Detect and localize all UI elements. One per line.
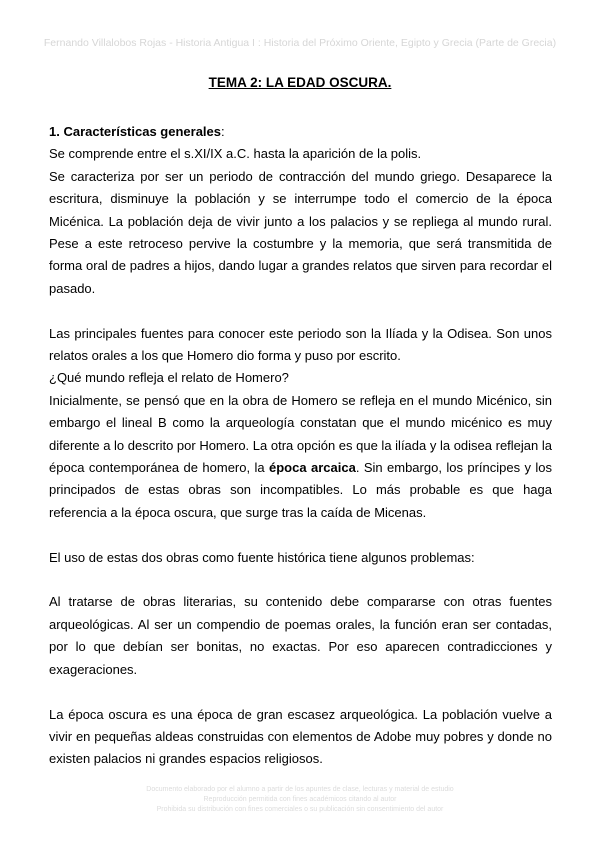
footer-line: Documento elaborado por el alumno a partir de los apuntes de clase, lecturas y material de estudio	[146, 786, 454, 793]
page-title: TEMA 2: LA EDAD OSCURA.	[208, 75, 392, 90]
homer-text-part1: Inicialmente, se pensó que en la obra de Homero se refleja en el mundo Micénico, sin embargo el lineal B como la arqueología constatan que el mundo micénico es muy diferente a lo descrito por Homero. La otra opción es que la ilíada y la odisea reflejan la época contemporánea de homero, la	[49, 392, 552, 476]
paragraph-gap	[49, 569, 552, 591]
paragraph-gap	[49, 681, 552, 703]
section-heading-colon: :	[221, 124, 225, 139]
section-heading: 1. Características generales	[49, 124, 221, 139]
paragraph-homer-world	[49, 390, 552, 524]
paragraph-characteristics: Se caracteriza por ser un periodo de contracción del mundo griego. Desaparece la escritura, disminuye la población y se interrumpe todo el comercio de la época Micénica. La población deja de vivir junto a los palacios y se repliega al mundo rural. Pese a este retroceso pervive la costumbre y la memoria, que será transmitida de forma oral de padres a hijos, dando lugar a grandes relatos que sirven para recordar el pasado.	[49, 168, 552, 296]
page-header: Fernando Villalobos Rojas - Historia Antigua I : Historia del Próximo Oriente, Egipto y Grecia (Parte de Grecia)	[43, 37, 557, 49]
section-heading-line	[49, 121, 552, 143]
paragraph-period: Se comprende entre el s.XI/IX a.C. hasta la aparición de la polis.	[49, 146, 422, 162]
paragraph-archaeology: La época oscura es una época de gran escasez arqueológica. La población vuelve a vivir en pequeñas aldeas construidas con elementos de Adobe muy pobres y donde no existen palacios ni grandes espacios religiosos.	[49, 706, 552, 767]
paragraph-literary-works: Al tratarse de obras literarias, su contenido debe compararse con otras fuentes arqueológicas. Al ser un compendio de poemas orales, la función eran ser contadas, por lo que debían ser bonitas, no exactas. Por eso aparecen contradicciones y exageraciones.	[49, 594, 552, 677]
paragraph-gap	[49, 524, 552, 546]
footer-line: Reproducción permitida con fines académicos citando al autor	[203, 796, 397, 803]
footer-line: Prohibida su distribución con fines comerciales o su publicación sin consentimiento del autor	[156, 806, 444, 813]
page-footer	[0, 785, 600, 815]
paragraph-gap	[49, 300, 552, 322]
document-body	[49, 121, 552, 771]
paragraph-sources: Las principales fuentes para conocer este periodo son la Ilíada y la Odisea. Son unos relatos orales a los que Homero dio forma y puso por escrito.	[49, 325, 552, 364]
epoca-arcaica-term: época arcaica	[269, 460, 356, 476]
homer-text-part2: . Sin embargo, los príncipes y los principados de estas obras son incompatibles. Lo más probable es que haga referencia a la época oscura, que surge tras la caída de Micenas.	[49, 460, 552, 520]
paragraph-question: ¿Qué mundo refleja el relato de Homero?	[49, 370, 289, 386]
paragraph-problems-intro: El uso de estas dos obras como fuente histórica tiene algunos problemas:	[49, 549, 475, 565]
